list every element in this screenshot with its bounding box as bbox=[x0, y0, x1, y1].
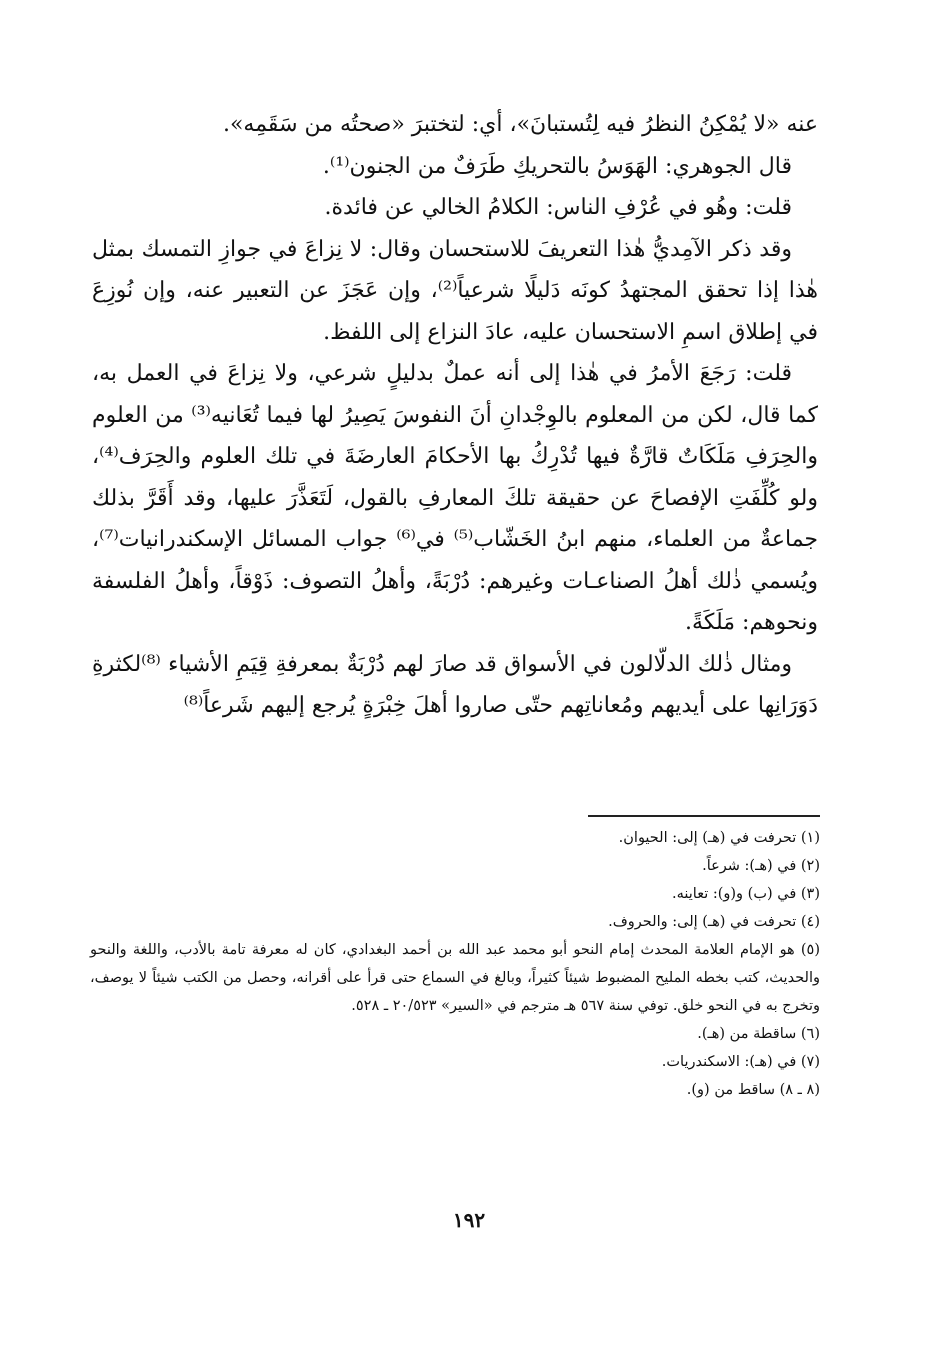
footnote: (٨ ـ ٨) ساقط من (و). bbox=[686, 1082, 820, 1098]
body-paragraph: عنه «لا يُمْكِنُ النظرُ فيه لِتُستبانَ»، أي: لتختبرَ «صحتُه من سَقَمِه». bbox=[222, 112, 818, 137]
body-paragraph: قال الجوهري: الهَوَسُ بالتحريكِ طَرَفٌ من الجنون⁽¹⁾. bbox=[322, 153, 792, 179]
body-paragraph: وقد ذكر الآمِديُّ هٰذا التعريفَ للاستحسان وقال: لا نِزاعَ في جوازِ التمسك بمثل هٰذا إذا تحقق المجتهدُ كونَه دَليلًا شرعياً⁽²⁾، وإن عَجَزَ عن التعبير عنه، وإن نُوزِعَ في إطلاق اسمِ الاستحسان عليه، عادَ النزاع إلى اللفظ. bbox=[92, 236, 818, 345]
footnote: (١) تحرفت في (هـ) إلى: الحيوان. bbox=[618, 830, 820, 846]
footnotes bbox=[90, 824, 820, 1104]
footnote: (٢) في (هـ): شرعاً. bbox=[702, 858, 820, 874]
body-paragraph: قلت: رَجَعَ الأمرُ في هٰذا إلى أنه عملٌ بدليلٍ شرعي، ولا نِزاعَ في العمل به، كما قال، لكن من المعلوم بالوِجْدانِ أنَ النفوسَ يَصِيرُ لها فيما تُعَانيه⁽³⁾ من العلوم والحِرَفِ مَلَكَاتٌ قارَّةٌ فيها تُدْرِكُ بها الأحكامَ العارضَةَ في تلك العلوم والحِرَف⁽⁴⁾، ولو كُلِّفَتِ الإفصاحَ عن حقيقة تلكَ المعارفِ بالقول، لَتَعَذَّرَ عليها، وقد أَقَرَّ بذلك جماعةٌ من العلماء، منهم ابنُ الخَشّاب⁽⁵⁾ في⁽⁶⁾ جواب المسائل الإسكندرانيات⁽⁷⁾، ويُسمي ذٰلك أهلُ الصناعـات وغيرهم: دُرْبَةً، وأهلُ التصوف: ذَوْقاً، وأهلُ الفلسفة ونحوهم: مَلَكَةً. bbox=[92, 361, 819, 635]
footnote: (٣) في (ب) و(و): تعاينه. bbox=[672, 886, 820, 902]
footnote: (٤) تحرفت في (هـ) إلى: والحروف. bbox=[608, 914, 820, 930]
page-number: ١٩٢ bbox=[452, 1208, 486, 1232]
footnote: (٥) هو الإمام العلامة المحدث إمام النحو أبو محمد عبد الله بن أحمد البغدادي، كان له معرفة تامة بالأدب، واللغة والنحو والحديث، كتب بخطه المليح المضبوط شيئاً كثيراً، وبالغ في السماع حتى قرأ على أقرانه، وحصل من الكتب شيئاً لا يوصف، وتخرج به في النحو خلق. توفي سنة ٥٦٧ هـ مترجم في «السير» ٢٠/٥٢٣ ـ ٥٢٨. bbox=[90, 942, 820, 1014]
body-paragraph: قلت: وهُو في عُرْفِ الناس: الكلامُ الخالي عن فائدة. bbox=[324, 195, 792, 220]
main-text bbox=[92, 104, 818, 727]
body-paragraph: ومثال ذٰلك الدلّالون في الأسواق قد صارَ لهم دُرْبَةٌ بمعرفةِ قِيَمِ الأشياء ⁽⁸⁾لكثرةِ دَوَرَانِها على أيديهم ومُعاناتِهم حتّى صاروا أهلَ خِبْرَةٍ يُرجع إليهم شَرعاً⁽⁸⁾ bbox=[92, 651, 818, 718]
footnote: (٧) في (هـ): الاسكندريات. bbox=[661, 1054, 820, 1070]
footnote-separator bbox=[588, 815, 820, 817]
footnote: (٦) ساقطة من (هـ). bbox=[697, 1026, 820, 1042]
